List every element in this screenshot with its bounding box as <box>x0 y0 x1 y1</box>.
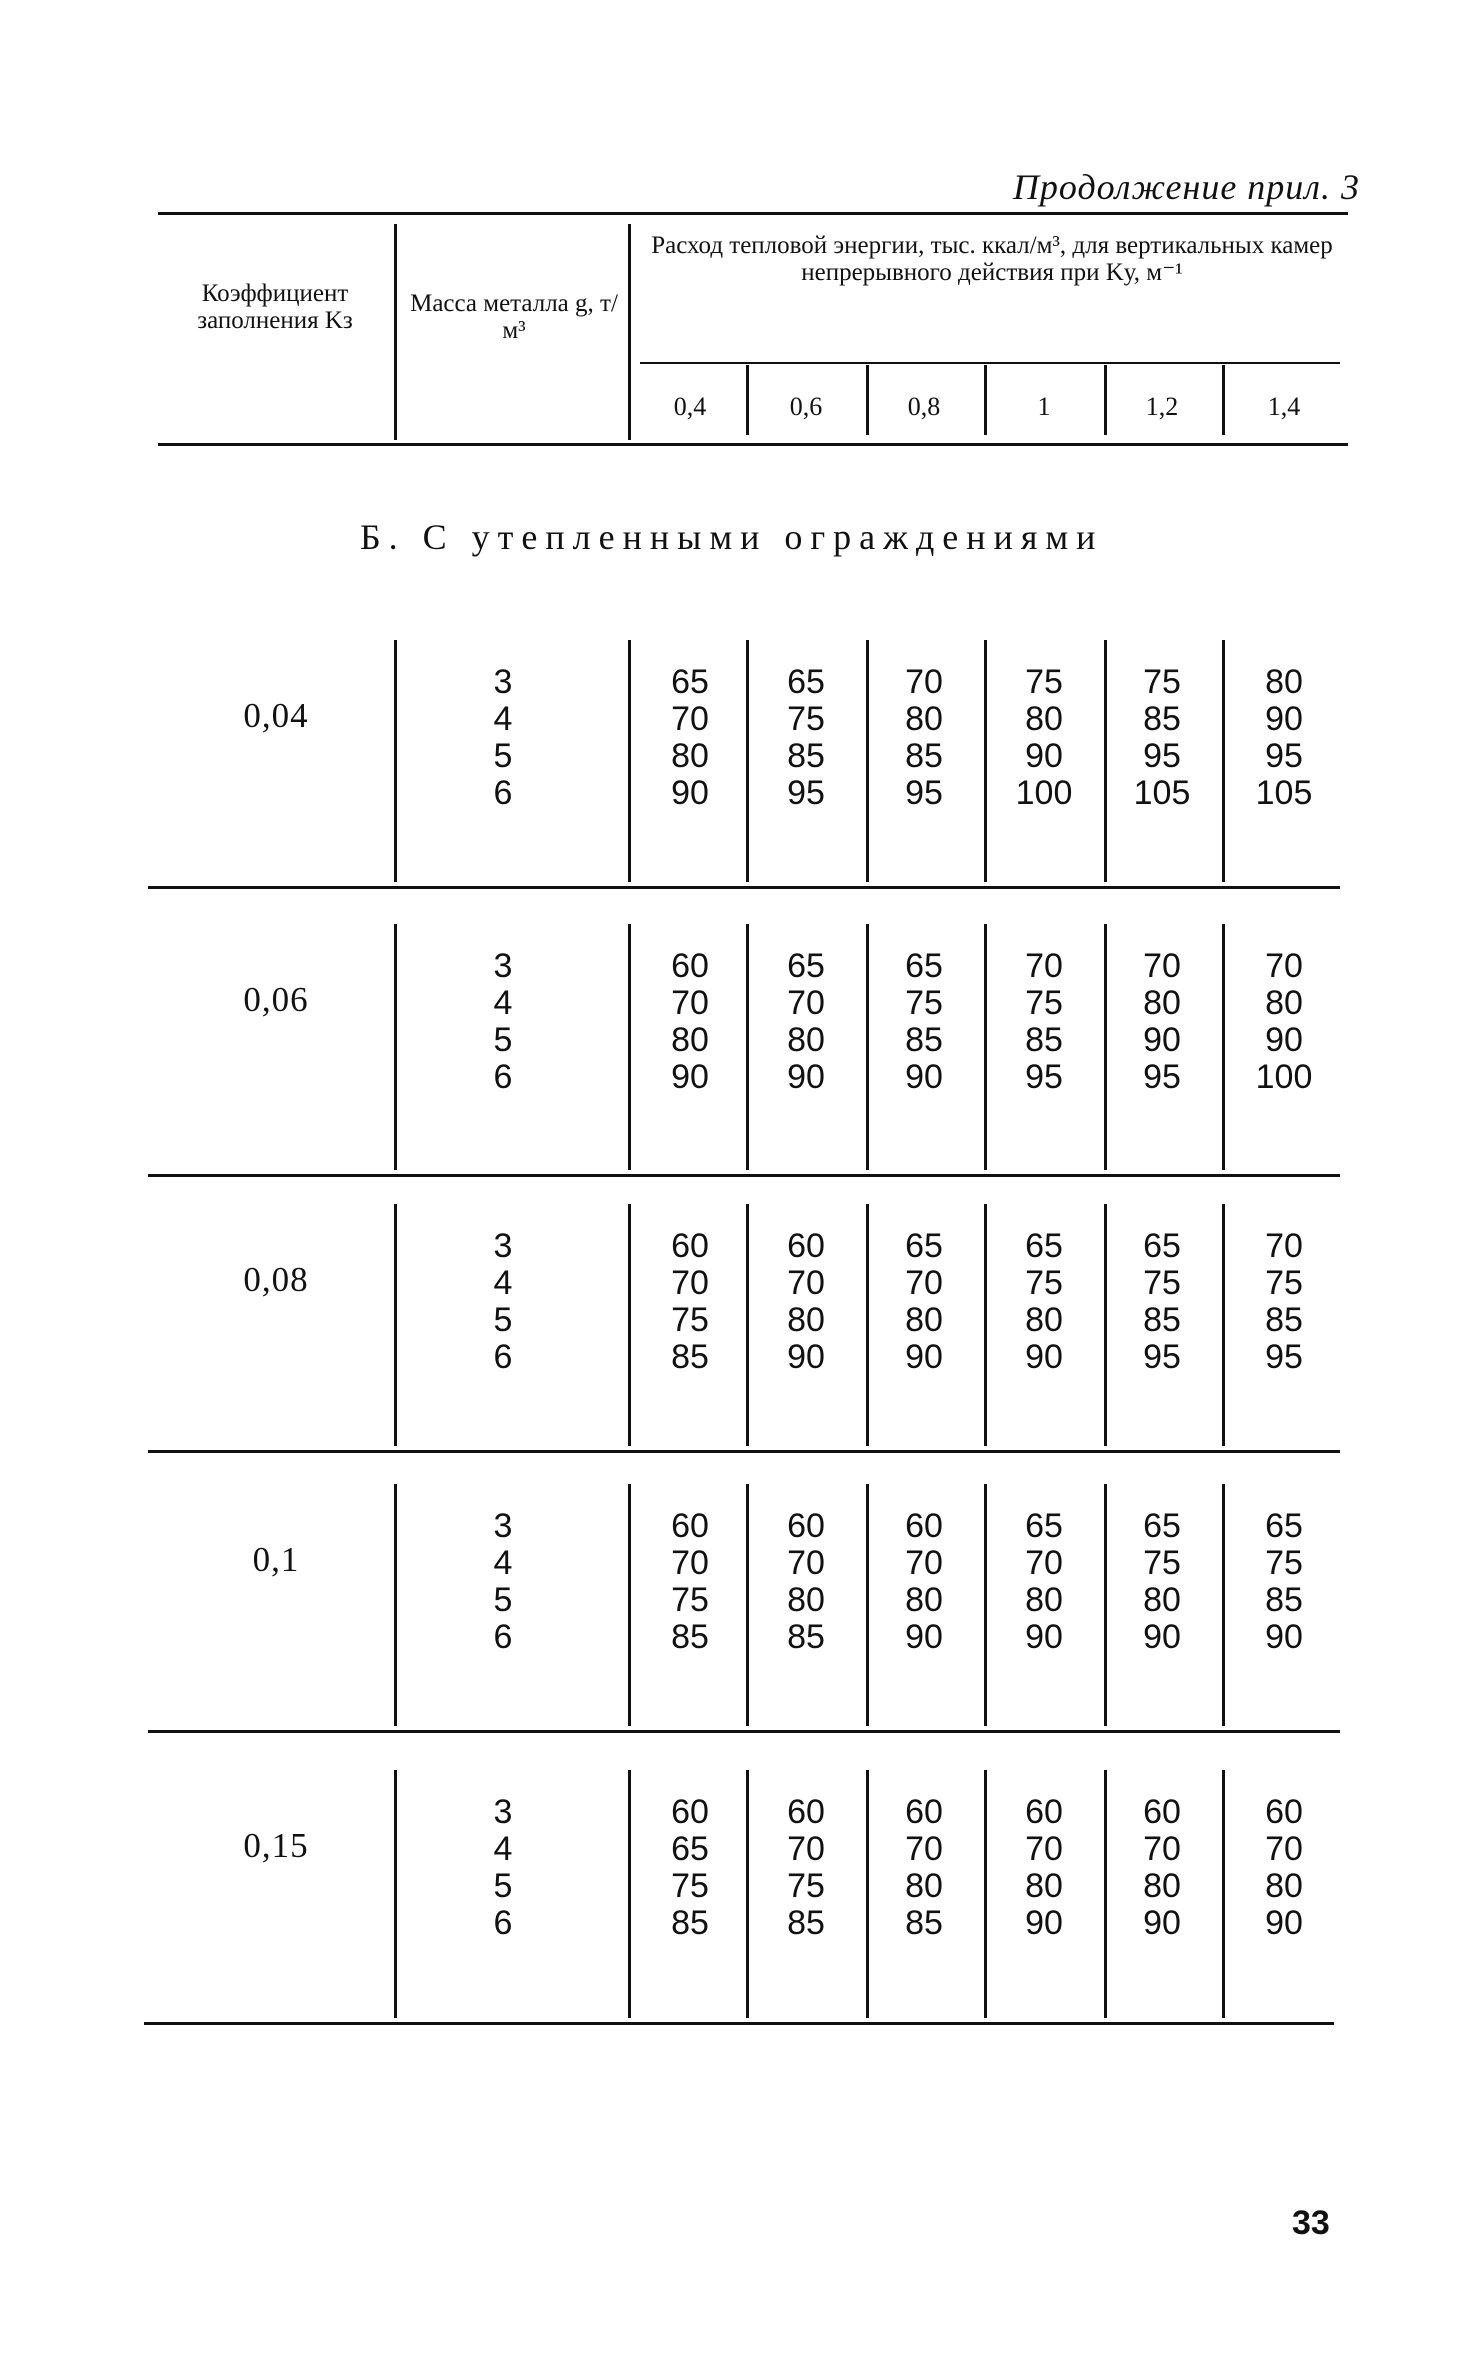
coefficient-value: 0,08 <box>243 1260 309 1299</box>
energy-value: 80 <box>1143 984 1181 1022</box>
energy-value: 80 <box>1025 1867 1063 1905</box>
energy-value: 75 <box>905 984 943 1022</box>
group-vline <box>1222 1204 1225 1446</box>
mass-values <box>448 1508 558 1656</box>
energy-values-column <box>1107 664 1217 812</box>
energy-value: 60 <box>1265 1793 1303 1831</box>
energy-value: 85 <box>671 1338 709 1376</box>
energy-value: 100 <box>1015 774 1073 812</box>
energy-value: 60 <box>905 1507 943 1545</box>
energy-value: 85 <box>1025 1021 1063 1059</box>
energy-value: 80 <box>1143 1867 1181 1905</box>
energy-value: 75 <box>1025 984 1063 1022</box>
energy-value: 95 <box>787 774 825 812</box>
energy-value: 60 <box>787 1793 825 1831</box>
energy-values-column <box>989 1794 1099 1942</box>
mass-value: 5 <box>493 1581 513 1619</box>
group-vline <box>394 640 397 882</box>
group-vline <box>628 1204 631 1446</box>
energy-values-column <box>869 1508 979 1656</box>
energy-value: 60 <box>671 1793 709 1831</box>
ky-value: 0,8 <box>907 392 941 421</box>
ky-value: 1 <box>1037 392 1051 421</box>
energy-value: 65 <box>787 947 825 985</box>
energy-values-column <box>751 1508 861 1656</box>
group-vline <box>746 924 749 1170</box>
energy-value: 65 <box>1143 1507 1181 1545</box>
mass-value: 5 <box>493 1301 513 1339</box>
group-bottom-rule <box>148 1730 1340 1733</box>
header-col-mass: Масса металла g, т/м³ <box>410 290 618 344</box>
energy-value: 80 <box>905 1301 943 1339</box>
energy-value: 75 <box>1265 1544 1303 1582</box>
mass-value: 3 <box>493 1793 513 1831</box>
group-vline <box>394 1484 397 1726</box>
energy-value: 80 <box>671 1021 709 1059</box>
energy-value: 70 <box>671 1264 709 1302</box>
group-vline <box>984 640 987 882</box>
energy-values-column <box>869 1228 979 1376</box>
energy-value: 65 <box>905 1227 943 1265</box>
energy-value: 90 <box>1025 737 1063 775</box>
energy-value: 75 <box>1265 1264 1303 1302</box>
group-vline <box>1222 1770 1225 2018</box>
mass-value: 3 <box>493 663 513 701</box>
group-bottom-rule <box>148 1450 1340 1453</box>
energy-value: 85 <box>671 1618 709 1656</box>
ky-value: 0,6 <box>789 392 823 421</box>
group-vline <box>984 924 987 1170</box>
mass-value: 3 <box>493 947 513 985</box>
energy-value: 70 <box>1025 1544 1063 1582</box>
energy-value: 90 <box>787 1058 825 1096</box>
energy-value: 60 <box>787 1227 825 1265</box>
header-vline-2 <box>628 224 631 440</box>
energy-value: 80 <box>1265 663 1303 701</box>
group-vline <box>628 1484 631 1726</box>
energy-value: 85 <box>671 1904 709 1942</box>
energy-value: 80 <box>905 1867 943 1905</box>
energy-value: 65 <box>671 1830 709 1868</box>
energy-values-column <box>635 1228 745 1376</box>
group-vline <box>984 1770 987 2018</box>
energy-values-column <box>989 1228 1099 1376</box>
energy-value: 85 <box>1265 1301 1303 1339</box>
group-vline <box>984 1204 987 1446</box>
energy-value: 65 <box>787 663 825 701</box>
energy-value: 60 <box>671 1507 709 1545</box>
energy-values-column <box>635 1508 745 1656</box>
group-vline <box>746 640 749 882</box>
mass-values <box>448 948 558 1096</box>
energy-values-column <box>869 948 979 1096</box>
mass-value: 6 <box>493 774 513 812</box>
energy-values-column <box>1229 948 1339 1096</box>
energy-value: 70 <box>1025 1830 1063 1868</box>
ky-value: 1,4 <box>1267 392 1301 421</box>
energy-values-column <box>1229 1508 1339 1656</box>
coefficient-value: 0,15 <box>243 1826 309 1865</box>
energy-value: 90 <box>905 1618 943 1656</box>
header-vline-7 <box>1222 365 1225 435</box>
energy-value: 95 <box>1143 1058 1181 1096</box>
energy-values-column <box>1107 1508 1217 1656</box>
energy-value: 70 <box>1025 947 1063 985</box>
energy-value: 75 <box>787 1867 825 1905</box>
energy-values-column <box>635 664 745 812</box>
header-vline-1 <box>394 224 397 440</box>
energy-value: 70 <box>1143 947 1181 985</box>
energy-value: 80 <box>1265 984 1303 1022</box>
group-vline <box>746 1484 749 1726</box>
energy-value: 60 <box>905 1793 943 1831</box>
energy-value: 105 <box>1133 774 1191 812</box>
group-bottom-rule <box>148 886 1340 889</box>
group-vline <box>628 924 631 1170</box>
energy-value: 95 <box>1265 1338 1303 1376</box>
energy-value: 70 <box>1265 1227 1303 1265</box>
energy-value: 90 <box>1025 1904 1063 1942</box>
mass-value: 3 <box>493 1507 513 1545</box>
energy-value: 60 <box>671 947 709 985</box>
energy-value: 60 <box>787 1507 825 1545</box>
mass-value: 5 <box>493 1021 513 1059</box>
energy-values-column <box>751 1228 861 1376</box>
energy-value: 70 <box>1143 1830 1181 1868</box>
mass-value: 3 <box>493 1227 513 1265</box>
energy-values-column <box>869 1794 979 1942</box>
mass-value: 6 <box>493 1058 513 1096</box>
mass-value: 6 <box>493 1618 513 1656</box>
energy-value: 85 <box>787 1904 825 1942</box>
energy-values-column <box>1229 1794 1339 1942</box>
energy-value: 80 <box>787 1581 825 1619</box>
energy-value: 90 <box>671 774 709 812</box>
energy-values-column <box>1107 1228 1217 1376</box>
energy-value: 80 <box>1265 1867 1303 1905</box>
group-vline <box>1222 640 1225 882</box>
page-number: 33 <box>1292 2204 1330 2242</box>
energy-value: 70 <box>787 984 825 1022</box>
energy-values-column <box>1229 664 1339 812</box>
header-bottom-rule <box>158 443 1348 446</box>
energy-value: 70 <box>671 700 709 738</box>
group-vline <box>628 640 631 882</box>
energy-value: 90 <box>1265 700 1303 738</box>
energy-values-column <box>869 664 979 812</box>
energy-value: 70 <box>1265 947 1303 985</box>
energy-value: 85 <box>787 737 825 775</box>
energy-value: 80 <box>905 700 943 738</box>
ky-value: 0,4 <box>673 392 707 421</box>
energy-value: 75 <box>787 700 825 738</box>
energy-value: 90 <box>905 1338 943 1376</box>
energy-value: 90 <box>1025 1618 1063 1656</box>
energy-value: 70 <box>671 1544 709 1582</box>
energy-value: 65 <box>1143 1227 1181 1265</box>
energy-value: 80 <box>787 1301 825 1339</box>
group-vline <box>628 1770 631 2018</box>
mass-value: 4 <box>493 1264 513 1302</box>
energy-values-column <box>989 948 1099 1096</box>
energy-value: 90 <box>1143 1904 1181 1942</box>
coefficient-value: 0,06 <box>243 980 309 1019</box>
energy-value: 80 <box>905 1581 943 1619</box>
section-title: Б. С утепленными ограждениями <box>360 517 1104 557</box>
mass-value: 4 <box>493 1830 513 1868</box>
energy-value: 95 <box>905 774 943 812</box>
group-vline <box>1222 1484 1225 1726</box>
energy-value: 90 <box>1143 1618 1181 1656</box>
energy-value: 75 <box>1143 1544 1181 1582</box>
header-col-coefficient: Коэффициент заполнения Kз <box>197 280 353 334</box>
energy-value: 60 <box>1025 1793 1063 1831</box>
energy-values-column <box>751 1794 861 1942</box>
energy-value: 85 <box>1143 700 1181 738</box>
coefficient-value: 0,1 <box>252 1540 300 1579</box>
mass-values <box>448 664 558 812</box>
energy-value: 80 <box>1143 1581 1181 1619</box>
energy-values-column <box>989 664 1099 812</box>
energy-value: 75 <box>671 1581 709 1619</box>
energy-value: 95 <box>1143 737 1181 775</box>
energy-value: 85 <box>905 1021 943 1059</box>
mass-value: 4 <box>493 700 513 738</box>
energy-value: 95 <box>1265 737 1303 775</box>
group-vline <box>394 1770 397 2018</box>
energy-value: 85 <box>905 737 943 775</box>
energy-value: 90 <box>787 1338 825 1376</box>
energy-value: 90 <box>1025 1338 1063 1376</box>
group-bottom-rule <box>148 1174 1340 1177</box>
group-vline <box>1222 924 1225 1170</box>
mass-value: 6 <box>493 1338 513 1376</box>
mass-values <box>448 1794 558 1942</box>
continuation-label: Продолжение прил. 3 <box>1012 167 1360 207</box>
energy-value: 95 <box>1143 1338 1181 1376</box>
energy-value: 85 <box>1265 1581 1303 1619</box>
energy-value: 90 <box>1265 1618 1303 1656</box>
energy-value: 90 <box>1265 1904 1303 1942</box>
energy-value: 80 <box>671 737 709 775</box>
mass-value: 5 <box>493 737 513 775</box>
energy-value: 80 <box>1025 700 1063 738</box>
energy-value: 90 <box>1265 1021 1303 1059</box>
energy-value: 70 <box>905 1264 943 1302</box>
energy-value: 75 <box>1143 1264 1181 1302</box>
energy-value: 105 <box>1255 774 1313 812</box>
energy-values-column <box>635 948 745 1096</box>
energy-value: 90 <box>905 1058 943 1096</box>
energy-value: 65 <box>671 663 709 701</box>
energy-value: 70 <box>1265 1830 1303 1868</box>
group-vline <box>394 1204 397 1446</box>
energy-values-column <box>989 1508 1099 1656</box>
mass-value: 6 <box>493 1904 513 1942</box>
energy-value: 90 <box>671 1058 709 1096</box>
energy-value: 75 <box>671 1301 709 1339</box>
energy-value: 80 <box>787 1021 825 1059</box>
energy-value: 70 <box>787 1544 825 1582</box>
energy-value: 100 <box>1255 1058 1313 1096</box>
energy-values-column <box>751 664 861 812</box>
energy-values-column <box>635 1794 745 1942</box>
mass-value: 4 <box>493 984 513 1022</box>
ky-value: 1,2 <box>1145 392 1179 421</box>
energy-value: 75 <box>1025 663 1063 701</box>
energy-value: 80 <box>1025 1301 1063 1339</box>
energy-value: 65 <box>1265 1507 1303 1545</box>
energy-value: 85 <box>905 1904 943 1942</box>
group-bottom-rule <box>144 2022 1334 2025</box>
energy-value: 70 <box>905 1544 943 1582</box>
header-inner-rule <box>640 362 1340 364</box>
header-vline-3 <box>746 365 749 435</box>
mass-values <box>448 1228 558 1376</box>
coefficient-value: 0,04 <box>243 696 309 735</box>
energy-value: 65 <box>1025 1507 1063 1545</box>
energy-value: 75 <box>671 1867 709 1905</box>
energy-values-column <box>1229 1228 1339 1376</box>
group-vline <box>394 924 397 1170</box>
energy-value: 85 <box>787 1618 825 1656</box>
energy-value: 70 <box>787 1264 825 1302</box>
energy-value: 70 <box>787 1830 825 1868</box>
group-vline <box>746 1204 749 1446</box>
energy-value: 60 <box>671 1227 709 1265</box>
energy-value: 80 <box>1025 1581 1063 1619</box>
mass-value: 5 <box>493 1867 513 1905</box>
energy-values-column <box>1107 948 1217 1096</box>
group-vline <box>984 1484 987 1726</box>
energy-value: 65 <box>1025 1227 1063 1265</box>
energy-values-column <box>1107 1794 1217 1942</box>
energy-value: 70 <box>905 663 943 701</box>
header-top-rule <box>158 212 1348 215</box>
energy-values-column <box>751 948 861 1096</box>
energy-value: 90 <box>1143 1021 1181 1059</box>
energy-value: 75 <box>1025 1264 1063 1302</box>
header-vline-5 <box>984 365 987 435</box>
mass-value: 4 <box>493 1544 513 1582</box>
energy-value: 60 <box>1143 1793 1181 1831</box>
energy-value: 70 <box>671 984 709 1022</box>
energy-value: 70 <box>905 1830 943 1868</box>
energy-value: 95 <box>1025 1058 1063 1096</box>
energy-value: 75 <box>1143 663 1181 701</box>
header-group-title: Расход тепловой энергии, тыс. ккал/м³, для вертикальных камер непрерывного действия при Kу, м⁻¹ <box>651 232 1333 286</box>
energy-value: 65 <box>905 947 943 985</box>
group-vline <box>746 1770 749 2018</box>
energy-value: 85 <box>1143 1301 1181 1339</box>
